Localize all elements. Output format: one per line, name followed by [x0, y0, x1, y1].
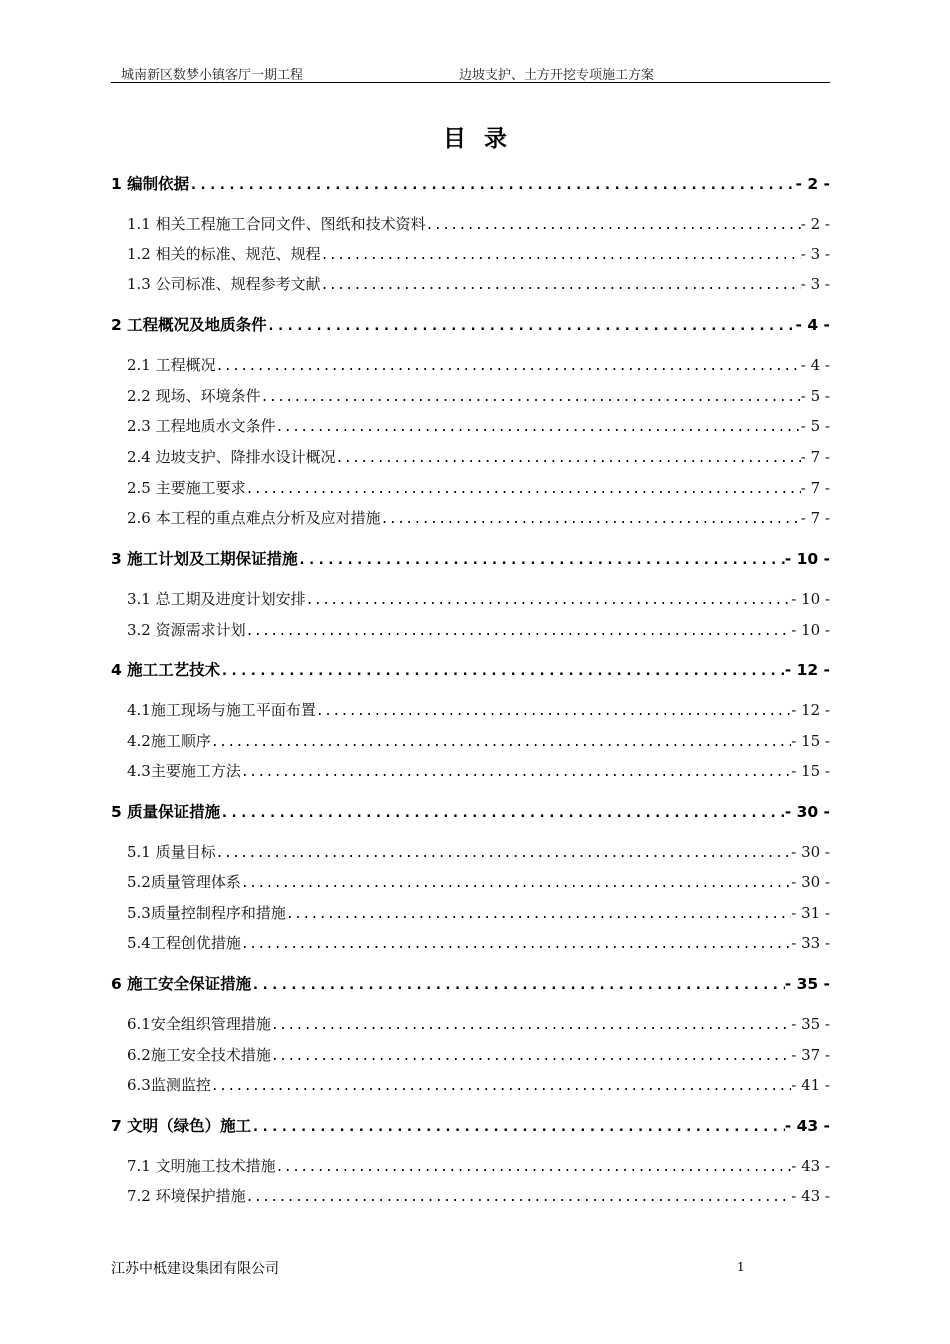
toc-dot-leader: [189, 173, 795, 196]
toc-entry-label: 3 施工计划及工期保证措施: [111, 550, 298, 568]
toc-entry-page: - 31 -: [791, 904, 830, 922]
toc-section-entry[interactable]: [127, 476, 830, 500]
toc-entry-label: 2.2 现场、环境条件: [127, 387, 261, 405]
toc-entry-page: - 3 -: [800, 275, 830, 293]
toc-entry-page: - 4 -: [795, 316, 830, 334]
toc-entry-page: - 7 -: [800, 479, 830, 497]
toc-section-entry[interactable]: [127, 445, 830, 469]
toc-dot-leader: [241, 872, 791, 894]
toc-dot-leader: [276, 416, 801, 438]
footer-page-number: 1: [737, 1260, 745, 1274]
toc-dot-leader: [241, 761, 791, 783]
toc-entry-label: 6.3监测监控: [127, 1076, 211, 1094]
toc-dot-leader: [336, 447, 801, 469]
toc-entry-page: - 4 -: [800, 356, 830, 374]
toc-dot-leader: [251, 1115, 785, 1138]
toc-dot-leader: [246, 620, 792, 642]
toc-dot-leader: [267, 314, 796, 337]
toc-entry-page: - 33 -: [791, 934, 830, 952]
toc-entry-label: 5.4工程创优措施: [127, 934, 241, 952]
toc-entry-page: - 3 -: [800, 245, 830, 263]
toc-entry-page: - 15 -: [791, 732, 830, 750]
toc-entry-page: - 5 -: [800, 417, 830, 435]
toc-entry-label: 1.2 相关的标准、规范、规程: [127, 245, 321, 263]
toc-section-entry[interactable]: [127, 272, 830, 296]
toc-entry-page: - 30 -: [791, 873, 830, 891]
toc-entry-page: - 35 -: [791, 1015, 830, 1033]
toc-entry-label: 4.3主要施工方法: [127, 762, 241, 780]
toc-entry-page: - 41 -: [791, 1076, 830, 1094]
toc-section-entry[interactable]: [127, 1012, 830, 1036]
toc-entry-label: 1.3 公司标准、规程参考文献: [127, 275, 321, 293]
toc-chapter-entry[interactable]: [111, 172, 830, 196]
toc-dot-leader: [316, 700, 791, 722]
toc-entry-label: 4 施工工艺技术: [111, 661, 221, 679]
toc-section-entry[interactable]: [127, 870, 830, 894]
toc-section-entry[interactable]: [127, 506, 830, 530]
toc-section-entry[interactable]: [127, 1043, 830, 1067]
toc-section-entry[interactable]: [127, 931, 830, 955]
toc-dot-leader: [251, 973, 785, 996]
toc-section-entry[interactable]: [127, 212, 830, 236]
toc-entry-label: 5.2质量管理体系: [127, 873, 241, 891]
header-document-name: 边坡支护、土方开挖专项施工方案: [459, 68, 655, 83]
toc-dot-leader: [211, 1075, 791, 1097]
toc-chapter-entry[interactable]: [111, 658, 830, 682]
toc-entry-label: 7.2 环境保护措施: [127, 1187, 246, 1205]
toc-chapter-entry[interactable]: [111, 972, 830, 996]
toc-entry-page: - 2 -: [795, 175, 830, 193]
page-header: [111, 64, 830, 83]
toc-entry-label: 2.4 边坡支护、降排水设计概况: [127, 448, 336, 466]
toc-chapter-entry[interactable]: [111, 547, 830, 571]
toc-dot-leader: [276, 1156, 792, 1178]
toc-entry-label: 5.1 质量目标: [127, 843, 216, 861]
toc-entry-page: - 43 -: [791, 1187, 830, 1205]
toc-dot-leader: [261, 386, 801, 408]
toc-section-entry[interactable]: [127, 901, 830, 925]
toc-dot-leader: [216, 355, 801, 377]
toc-entry-page: - 37 -: [791, 1046, 830, 1064]
toc-section-entry[interactable]: [127, 414, 830, 438]
toc-entry-page: - 12 -: [791, 701, 830, 719]
toc-entry-label: 3.1 总工期及进度计划安排: [127, 590, 306, 608]
toc-entry-page: - 10 -: [791, 590, 830, 608]
toc-entry-page: - 30 -: [791, 843, 830, 861]
toc-dot-leader: [246, 478, 801, 500]
toc-entry-page: - 7 -: [800, 448, 830, 466]
toc-section-entry[interactable]: [127, 1154, 830, 1178]
toc-entry-label: 2.5 主要施工要求: [127, 479, 246, 497]
toc-entry-label: 7.1 文明施工技术措施: [127, 1157, 276, 1175]
toc-section-entry[interactable]: [127, 840, 830, 864]
toc-section-entry[interactable]: [127, 1184, 830, 1208]
toc-dot-leader: [426, 214, 801, 236]
toc-entry-label: 6.1安全组织管理措施: [127, 1015, 271, 1033]
toc-entry-page: - 7 -: [800, 509, 830, 527]
toc-entry-label: 5 质量保证措施: [111, 803, 221, 821]
toc-dot-leader: [211, 731, 791, 753]
page-title: 目录: [443, 126, 525, 152]
toc-entry-page: - 12 -: [784, 661, 830, 679]
toc-section-entry[interactable]: [127, 1073, 830, 1097]
toc-entry-page: - 10 -: [784, 550, 830, 568]
toc-entry-label: 6.2施工安全技术措施: [127, 1046, 271, 1064]
toc-dot-leader: [271, 1014, 791, 1036]
footer-company: 江苏中柢建设集团有限公司: [111, 1261, 279, 1277]
header-project-name: 城南新区数梦小镇客厅一期工程: [121, 68, 304, 83]
toc-dot-leader: [286, 903, 791, 925]
toc-entry-label: 5.3质量控制程序和措施: [127, 904, 286, 922]
toc-entry-page: - 43 -: [791, 1157, 830, 1175]
toc-entry-label: 1.1 相关工程施工合同文件、图纸和技术资料: [127, 215, 426, 233]
toc-section-entry[interactable]: [127, 242, 830, 266]
toc-entry-page: - 35 -: [784, 975, 830, 993]
toc-entry-label: 3.2 资源需求计划: [127, 621, 246, 639]
toc-entry-label: 7 文明（绿色）施工: [111, 1117, 252, 1135]
toc-chapter-entry[interactable]: [111, 1114, 830, 1138]
toc-section-entry[interactable]: [127, 353, 830, 377]
toc-dot-leader: [381, 508, 801, 530]
toc-entry-label: 2.6 本工程的重点难点分析及应对措施: [127, 509, 381, 527]
toc-entry-label: 1 编制依据: [111, 175, 190, 193]
toc-entry-label: 2.3 工程地质水文条件: [127, 417, 276, 435]
toc-dot-leader: [321, 244, 801, 266]
toc-entry-page: - 43 -: [784, 1117, 830, 1135]
toc-dot-leader: [321, 274, 801, 296]
toc-dot-leader: [298, 548, 785, 571]
toc-entry-page: - 30 -: [784, 803, 830, 821]
toc-chapter-entry[interactable]: [111, 800, 830, 824]
toc-dot-leader: [271, 1045, 791, 1067]
toc-dot-leader: [306, 589, 792, 611]
toc-section-entry[interactable]: [127, 759, 830, 783]
toc-section-entry[interactable]: [127, 729, 830, 753]
toc-chapter-entry[interactable]: [111, 313, 830, 337]
toc-section-entry[interactable]: [127, 587, 830, 611]
toc-entry-label: 4.2施工顺序: [127, 732, 211, 750]
toc-entry-page: - 5 -: [800, 387, 830, 405]
toc-section-entry[interactable]: [127, 618, 830, 642]
toc-entry-page: - 2 -: [800, 215, 830, 233]
toc-section-entry[interactable]: [127, 698, 830, 722]
toc-dot-leader: [246, 1186, 792, 1208]
toc-entry-page: - 10 -: [791, 621, 830, 639]
toc-entry-page: - 15 -: [791, 762, 830, 780]
toc-dot-leader: [220, 801, 785, 824]
toc-entry-label: 2 工程概况及地质条件: [111, 316, 267, 334]
toc-entry-label: 6 施工安全保证措施: [111, 975, 252, 993]
toc-section-entry[interactable]: [127, 384, 830, 408]
toc-entry-label: 2.1 工程概况: [127, 356, 216, 374]
toc-dot-leader: [220, 659, 785, 682]
toc-dot-leader: [216, 842, 792, 864]
toc-dot-leader: [241, 933, 791, 955]
toc-entry-label: 4.1施工现场与施工平面布置: [127, 701, 316, 719]
